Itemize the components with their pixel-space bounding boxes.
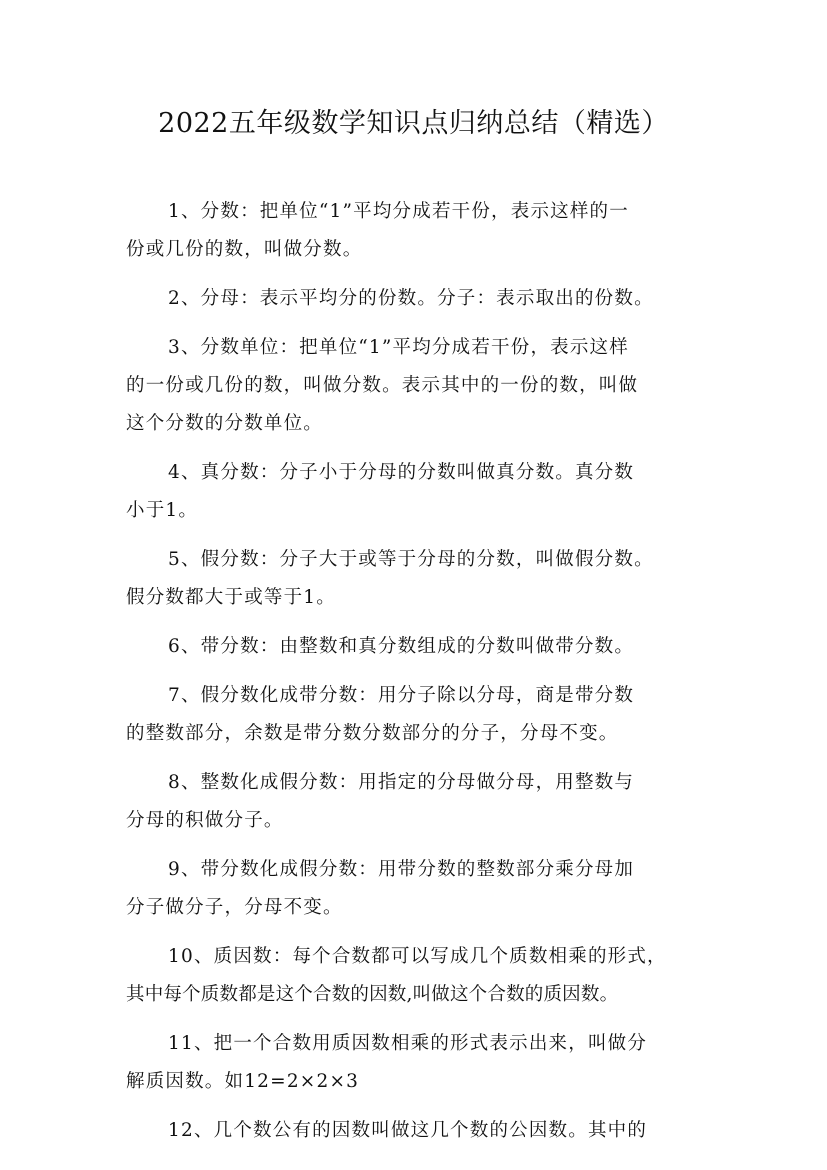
paragraph-2: [126, 280, 706, 318]
paragraph-line: 9、带分数化成假分数：用带分数的整数部分乘分母加: [168, 859, 635, 880]
paragraph-line: 分母的积做分子。: [126, 810, 284, 831]
paragraph-9: [126, 851, 706, 927]
paragraph-10: [126, 938, 706, 1014]
paragraph-line: 小于1。: [126, 500, 199, 521]
paragraph-line: 其中每个质数都是这个合数的因数,叫做这个合数的质因数。: [126, 984, 619, 1005]
paragraph-line: 分子做分子，分母不变。: [126, 897, 343, 918]
paragraph-7: [126, 677, 706, 753]
paragraph-4: [126, 454, 706, 530]
paragraph-line: 1、分数：把单位“1”平均分成若干份，表示这样的一: [168, 201, 629, 222]
document-body: [126, 193, 706, 1161]
paragraph-line: 3、分数单位：把单位“1”平均分成若干份，表示这样: [168, 337, 629, 358]
paragraph-line: 11、把一个合数用质因数相乘的形式表示出来，叫做分: [168, 1033, 648, 1054]
paragraph-line: 解质因数。如12=2×2×3: [126, 1071, 360, 1092]
paragraph-3: [126, 329, 706, 443]
paragraph-line: 2、分母：表示平均分的份数。分子：表示取出的份数。: [168, 288, 654, 309]
paragraph-line: 12、几个数公有的因数叫做这几个数的公因数。其中的: [168, 1120, 648, 1141]
paragraph-line: 7、假分数化成带分数：用分子除以分母，商是带分数: [168, 685, 635, 706]
document-title: 2022五年级数学知识点归纳总结（精选）: [158, 108, 669, 139]
paragraph-line: 6、带分数：由整数和真分数组成的分数叫做带分数。: [168, 636, 635, 657]
paragraph-line: 的整数部分，余数是带分数分数部分的分子，分母不变。: [126, 723, 619, 744]
paragraph-11: [126, 1025, 706, 1101]
paragraph-line: 4、真分数：分子小于分母的分数叫做真分数。真分数: [168, 462, 635, 483]
paragraph-line: 8、整数化成假分数：用指定的分母做分母，用整数与: [168, 772, 635, 793]
paragraph-line: 的一份或几份的数，叫做分数。表示其中的一份的数，叫做: [126, 375, 639, 396]
paragraph-line: 5、假分数：分子大于或等于分母的分数，叫做假分数。: [168, 549, 654, 570]
paragraph-line: 这个分数的分数单位。: [126, 413, 324, 434]
paragraph-line: 10、质因数：每个合数都可以写成几个质数相乘的形式，: [168, 946, 667, 967]
paragraph-1: [126, 193, 706, 269]
paragraph-line: 假分数都大于或等于1。: [126, 587, 336, 608]
paragraph-6: [126, 628, 706, 666]
paragraph-line: 份或几份的数，叫做分数。: [126, 239, 363, 260]
paragraph-8: [126, 764, 706, 840]
paragraph-5: [126, 541, 706, 617]
paragraph-12: [126, 1112, 706, 1150]
